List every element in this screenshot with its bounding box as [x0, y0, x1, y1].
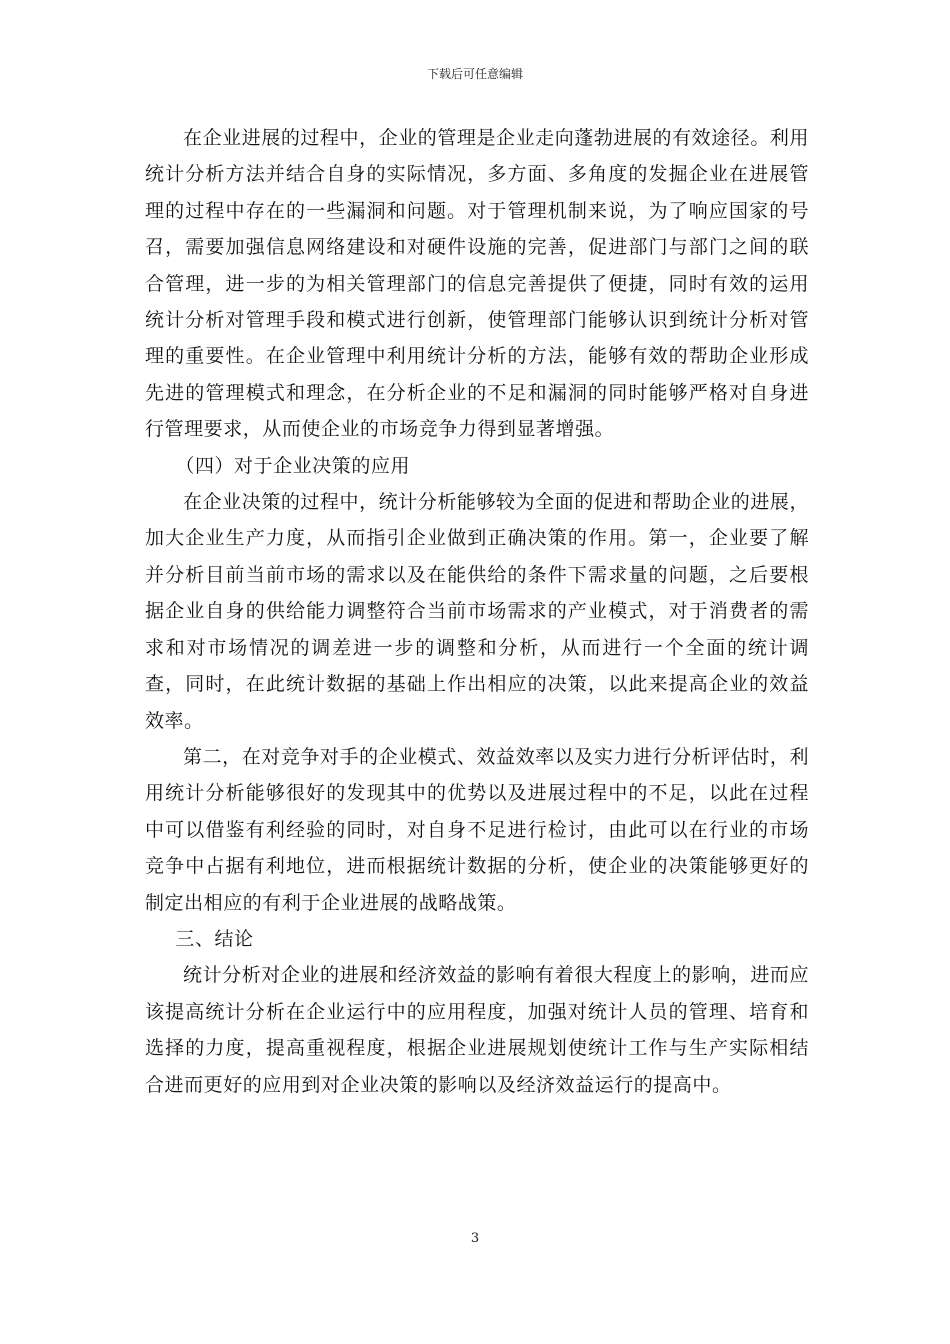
paragraph-decision-first: 在企业决策的过程中，统计分析能够较为全面的促进和帮助企业的进展，加大企业生产力度，从而指引企业做到正确决策的作用。第一，企业要了解并分析目前当前市场的需求以及在能供给的条件下需求量的问题，之后要根据企业自身的供给能力调整符合当前市场需求的产业模式，对于消费者的需求和对市场情况的调差进一步的调整和分析，从而进行一个全面的统计调查，同时，在此统计数据的基础上作出相应的决策，以此来提高企业的效益效率。	[145, 491, 809, 732]
page-number: 3	[470, 1231, 480, 1246]
paragraph-decision-second: 第二，在对竞争对手的企业模式、效益效率以及实力进行分析评估时，利用统计分析能够很好的发现其中的优势以及进展过程中的不足，以此在过程中可以借鉴有利经验的同时，对自身不足进行检讨，由此可以在行业的市场竞争中占据有利地位，进而根据统计数据的分析，使企业的决策能够更好的制定出相应的有利于企业进展的战略战策。	[145, 745, 809, 914]
paragraph-management: 在企业进展的过程中，企业的管理是企业走向蓬勃进展的有效途径。利用统计分析方法并结合自身的实际情况，多方面、多角度的发掘企业在进展管理的过程中存在的一些漏洞和问题。对于管理机制来说，为了响应国家的号召，需要加强信息网络建设和对硬件设施的完善，促进部门与部门之间的联合管理，进一步的为相关管理部门的信息完善提供了便捷，同时有效的运用统计分析对管理手段和模式进行创新，使管理部门能够认识到统计分析对管理的重要性。在企业管理中利用统计分析的方法，能够有效的帮助企业形成先进的管理模式和理念，在分析企业的不足和漏洞的同时能够严格对自身进行管理要求，从而使企业的市场竞争力得到显著增强。	[145, 127, 809, 441]
page-header: 下载后可任意编辑	[426, 67, 523, 81]
section-heading-conclusion: 三、结论	[175, 927, 254, 950]
document-body	[145, 120, 809, 1103]
paragraph-conclusion: 统计分析对企业的进展和经济效益的影响有着很大程度上的影响，进而应该提高统计分析在企业运行中的应用程度，加强对统计人员的管理、培育和选择的力度，提高重视程度，根据企业进展规划使统计工作与生产实际相结合进而更好的应用到对企业决策的影响以及经济效益运行的提高中。	[145, 964, 809, 1096]
section-heading-decision: （四）对于企业决策的应用	[175, 454, 410, 477]
